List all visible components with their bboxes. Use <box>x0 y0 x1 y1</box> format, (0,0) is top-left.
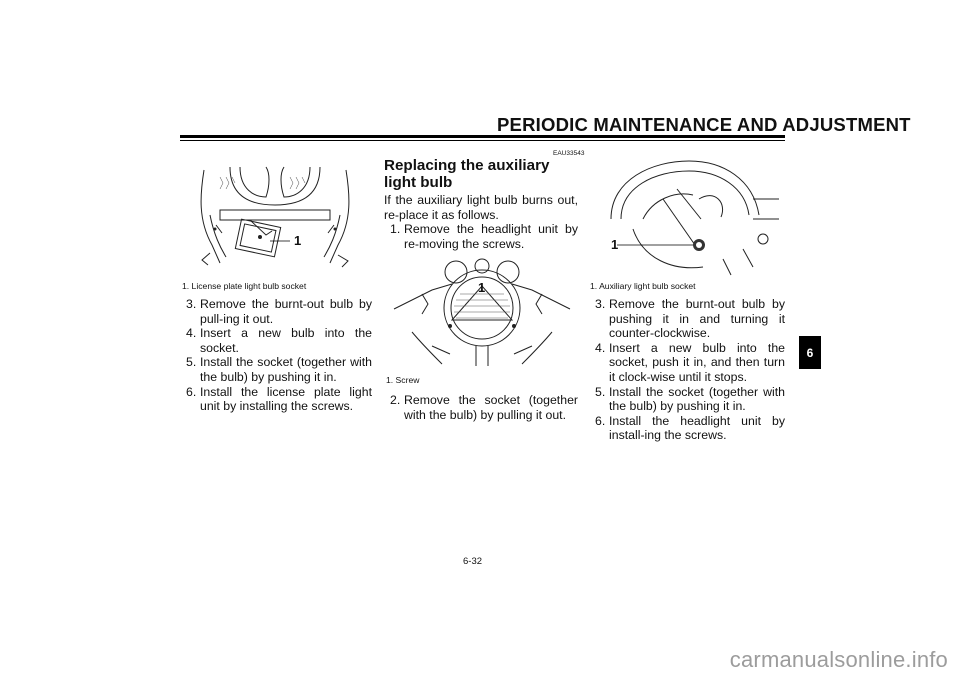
step-5b: 5. Install the socket (together with the bulb) by pushing it in. <box>595 384 785 414</box>
license-plate-light-illustration <box>190 165 360 277</box>
document-code: EAU33543 <box>553 150 585 157</box>
figure-license-plate-light <box>190 165 360 277</box>
step-4b: 4. Insert a new bulb into the socket, push it in, and then turn it clock-wise until it stops. <box>595 340 785 384</box>
figure-auxiliary-light <box>603 159 781 277</box>
figure-2-callout: 1 <box>478 280 486 295</box>
step-3: 3. Remove the burnt-out bulb by pull-ing it out. <box>186 297 372 326</box>
page-header-title: PERIODIC MAINTENANCE AND ADJUSTMENT <box>497 114 911 135</box>
step-2: 2. Remove the socket (together with the bulb) by pulling it out. <box>390 393 578 422</box>
column-2-steps <box>384 393 578 422</box>
watermark: carmanualsonline.info <box>729 647 948 672</box>
page-number: 6-32 <box>463 556 483 567</box>
step-5: 5. Install the socket (together with the bulb) by pushing it in. <box>186 355 372 384</box>
figure-3-callout: 1 <box>611 237 619 252</box>
header-rule-thick <box>180 135 785 138</box>
column-2-intro <box>384 193 578 251</box>
step-6b: 6. Install the headlight unit by install-ing the screws. <box>595 413 785 443</box>
auxiliary-light-illustration <box>603 159 781 277</box>
column-1-steps <box>180 297 372 414</box>
figure-headlight-screws <box>392 254 572 368</box>
step-3b: 3. Remove the burnt-out bulb by pushing it in and turning it counter-clockwise. <box>595 297 785 341</box>
step-4: 4. Insert a new bulb into the socket. <box>186 326 372 355</box>
header-rule-thin <box>180 140 785 141</box>
figure-1-caption: 1. License plate light bulb socket <box>182 281 307 291</box>
column-3-steps <box>589 297 785 443</box>
intro-paragraph: If the auxiliary light bulb burns out, re-place it as follows. <box>384 193 578 222</box>
figure-1-callout: 1 <box>294 233 302 248</box>
section-title: Replacing the auxiliary light bulb <box>384 157 550 191</box>
figure-2-caption: 1. Screw <box>386 375 420 385</box>
section-tab: 6 <box>799 336 821 369</box>
headlight-illustration <box>392 254 572 368</box>
step-1: 1. Remove the headlight unit by re-moving the screws. <box>390 222 578 251</box>
step-6: 6. Install the license plate light unit by installing the screws. <box>186 384 372 414</box>
figure-3-caption: 1. Auxiliary light bulb socket <box>590 281 696 291</box>
